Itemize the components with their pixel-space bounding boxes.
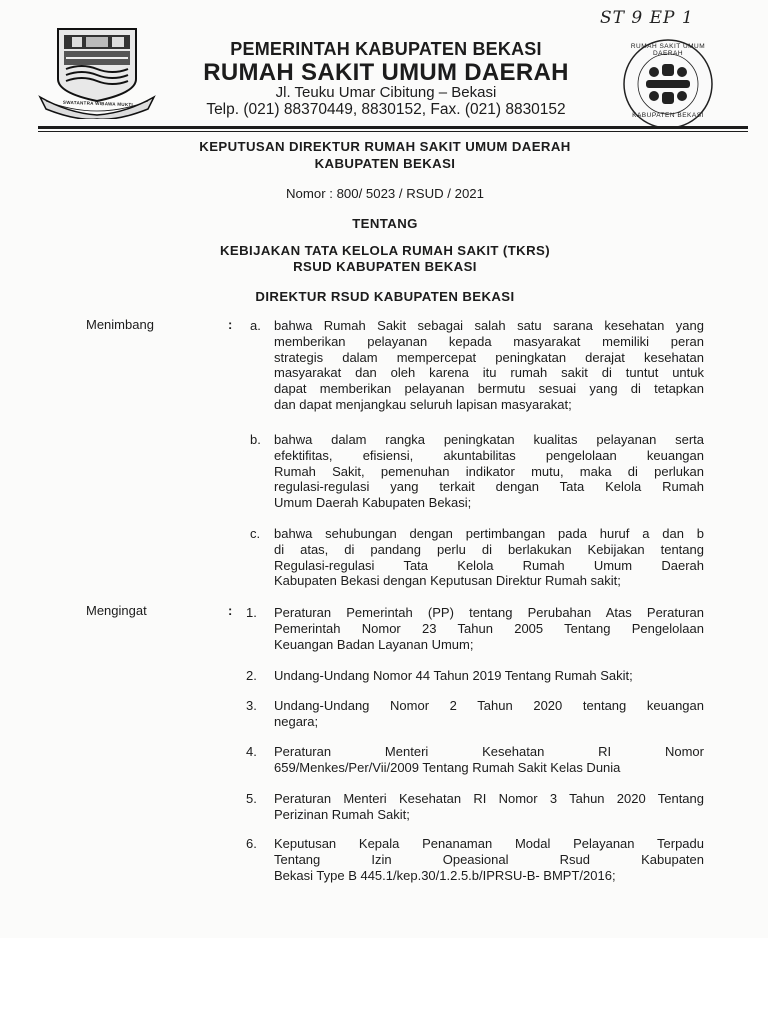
menimbang-item-line: efektifitas, efisiensi, akuntabilitas pengelolaan keuangan [274,447,704,463]
mengingat-item-line: Bekasi Type B 445.1/kep.30/1.2.5.b/IPRSU-B- BMPT/2016; [274,867,616,883]
mengingat-item-line: Peraturan Pemerintah (PP) tentang Perubahan Atas Peraturan [274,605,704,620]
mengingat-item-text [274,836,704,883]
subject-line2: RSUD KABUPATEN BEKASI [293,259,477,274]
director-heading: DIREKTUR RSUD KABUPATEN BEKASI [255,289,515,304]
mengingat-item-text [274,605,704,652]
menimbang-item-line: regulasi-regulasi yang terkait dengan Tata Kelola Rumah [274,479,704,495]
header-divider-thin [38,131,748,132]
decree-number: Nomor : 800/ 5023 / RSUD / 2021 [286,186,484,201]
mengingat-item-text [274,791,704,823]
mengingat-item-marker: 6. [246,836,257,851]
menimbang-item-marker: a. [250,318,261,333]
mengingat-item-line: Peraturan Menteri Kesehatan RI Nomor 3 Tahun 2020 Tentang [274,791,704,806]
header-government: PEMERINTAH KABUPATEN BEKASI [230,39,542,59]
menimbang-item-line: strategis dalam mempercepat peningkatan derajat kesehatan [274,349,704,365]
mengingat-colon: : [228,603,233,618]
menimbang-item-line: bahwa dalam rangka peningkatan kualitas pelayanan serta [274,432,704,447]
menimbang-label: Menimbang [86,317,154,332]
menimbang-item-line: dapat memberikan pelayanan bermutu sesuai yang di tetapkan [274,381,704,397]
menimbang-item-line: Regulasi-regulasi Tata Kelola Rumah Umum Daerah [274,557,704,573]
mengingat-item-line: Pemerintah Nomor 23 Tahun 2005 Tentang Pengelolaan [274,620,704,636]
mengingat-item-line: Keputusan Kepala Penanaman Modal Pelayanan Terpadu [274,836,704,851]
header-hospital-name: RUMAH SAKIT UMUM DAERAH [203,59,569,86]
mengingat-item-line: Perizinan Rumah Sakit; [274,806,410,822]
mengingat-item-text [274,668,704,684]
menimbang-item-text [274,318,704,413]
decree-title-line2: KABUPATEN BEKASI [314,156,456,171]
emblem-motto: SWATANTRA WIBAWA MUKTI [62,99,134,108]
mengingat-item-marker: 4. [246,744,257,759]
mengingat-item-line: Undang-Undang Nomor 2 Tahun 2020 tentang keuangan [274,698,704,713]
mengingat-item-marker: 3. [246,698,257,713]
menimbang-item-marker: c. [250,526,261,541]
handwritten-note: ST 9 EP 1 [600,8,694,28]
menimbang-item-line: masyarakat dan oleh karena itu rumah sakit di tuntut untuk [274,365,704,381]
mengingat-label: Mengingat [86,603,147,618]
mengingat-item-marker: 5. [246,791,257,806]
mengingat-item-line: Keuangan Badan Layanan Umum; [274,636,474,652]
menimbang-item-marker: b. [250,432,261,447]
tentang-heading: TENTANG [352,216,418,231]
seal-ring-bottom-text: KABUPATEN BEKASI [632,112,704,119]
menimbang-item-line: Kabupaten Bekasi dengan Keputusan Direktur Rumah sakit; [274,573,621,589]
seal-ring-top-text: RUMAH SAKIT UMUM DAERAH [630,43,706,57]
menimbang-colon: : [228,317,233,332]
menimbang-item-text [274,432,704,511]
menimbang-item-line: memberikan pelayanan kepada masyarakat memiliki peran [274,333,704,349]
menimbang-item-text [274,526,704,589]
mengingat-item-line: Peraturan Menteri Kesehatan RI Nomor [274,744,704,759]
mengingat-item-text [274,698,704,730]
menimbang-item-line: Umum Daerah Kabupaten Bekasi; [274,495,472,511]
mengingat-item-marker: 1. [246,605,257,620]
subject-line1: KEBIJAKAN TATA KELOLA RUMAH SAKIT (TKRS) [219,243,551,258]
mengingat-item-line: negara; [274,713,319,729]
menimbang-item-line: di atas, di pandang perlu di berlakukan Kebijakan tentang [274,541,704,557]
mengingat-item-line: 659/Menkes/Per/Vii/2009 Tentang Rumah Sakit Kelas Dunia [274,759,621,775]
header-phone: Telp. (021) 88370449, 8830152, Fax. (021) 8830152 [206,101,566,118]
page-bottom-margin [0,938,768,1024]
header-divider-thick [38,126,748,129]
menimbang-item-line: bahwa sehubungan dengan pertimbangan pada huruf a dan b [274,526,704,541]
menimbang-item-line: dan dapat menjangkau seluruh lapisan masyarakat; [274,396,572,412]
mengingat-item-marker: 2. [246,668,257,683]
header-address: Jl. Teuku Umar Cibitung – Bekasi [275,84,497,101]
menimbang-item-line: bahwa Rumah Sakit sebagai salah satu sarana kesehatan yang [274,318,704,333]
mengingat-item-line: Tentang Izin Opeasional Rsud Kabupaten [274,851,704,867]
mengingat-item-line: Undang-Undang Nomor 44 Tahun 2019 Tentang Rumah Sakit; [274,668,633,683]
decree-title-line1: KEPUTUSAN DIREKTUR RUMAH SAKIT UMUM DAERAH [199,139,571,154]
menimbang-item-line: Rumah Sakit, pemenuhan indikator mutu, maka di perlukan [274,463,704,479]
mengingat-item-text [274,744,704,776]
